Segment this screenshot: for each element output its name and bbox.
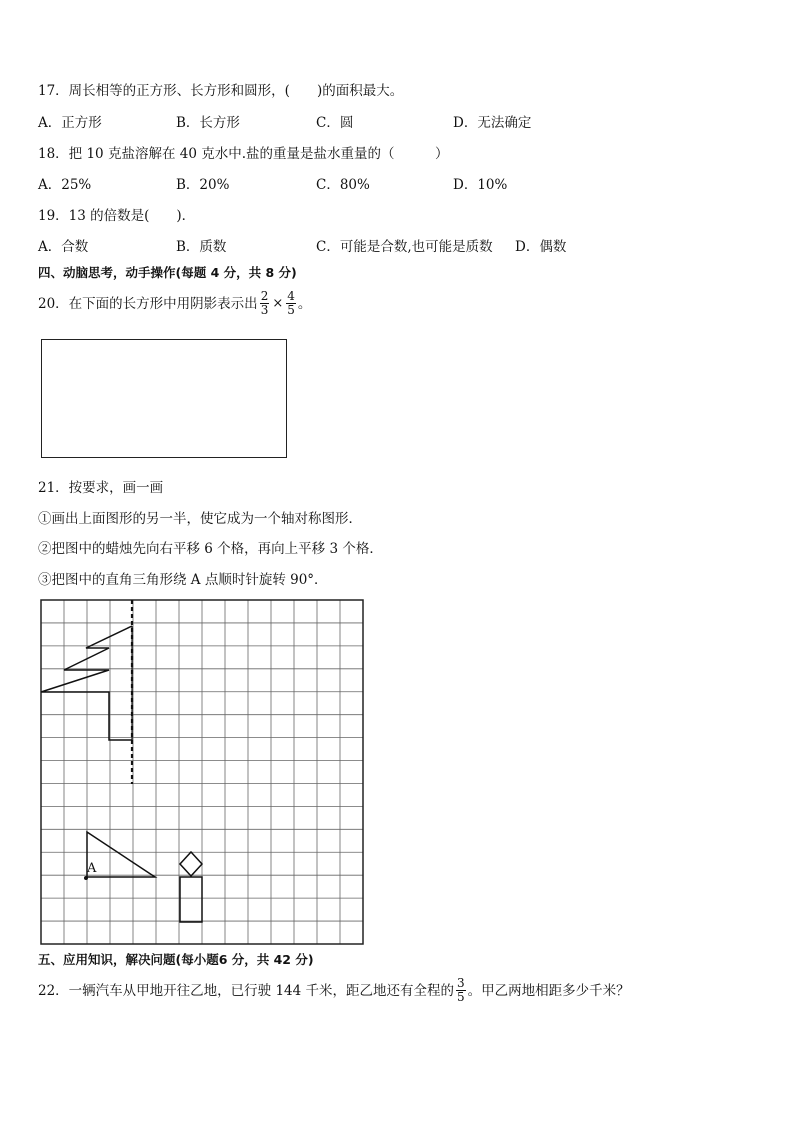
- q19-option-c: C．可能是合数,也可能是质数: [316, 239, 493, 255]
- q20-fraction-1-denominator: 3: [260, 303, 269, 317]
- q22-fraction-denominator: 5: [457, 990, 465, 1004]
- q17-option-a: A．正方形: [38, 115, 102, 131]
- section-5-heading: 五、应用知识，解决问题(每小题6 分，共 42 分): [38, 952, 314, 967]
- q22-stem: [38, 973, 630, 1008]
- q20-fraction-2-numerator: 4: [287, 289, 295, 303]
- q17-option-c: C．圆: [316, 115, 354, 131]
- q22-fraction-numerator: 3: [457, 976, 465, 990]
- candle-flame: [180, 852, 202, 876]
- q19-stem: 19．13 的倍数是( )．: [38, 208, 196, 224]
- point-a-dot: [84, 876, 88, 880]
- q17-stem: 17．周长相等的正方形、长方形和圆形，( )的面积最大。: [38, 83, 404, 99]
- point-a-label: A: [87, 861, 97, 876]
- q21-item-1: ①画出上面图形的另一半，使它成为一个轴对称图形．: [38, 511, 362, 527]
- q19-option-d: D．偶数: [515, 239, 567, 255]
- q17-option-d: D．无法确定: [453, 115, 532, 131]
- q22-suffix: 。甲乙两地相距多少千米？: [467, 982, 630, 999]
- q19-option-b: B．质数: [176, 239, 227, 255]
- q19-option-a: A．合数: [38, 239, 89, 255]
- q22-fraction: [456, 977, 466, 1004]
- q21-item-3: ③把图中的直角三角形绕 A 点顺时针旋转 90°．: [38, 572, 328, 588]
- q20-fraction-2-denominator: 5: [287, 303, 295, 317]
- q21-stem: 21．按要求，画一画: [38, 480, 164, 496]
- q21-item-2: ②把图中的蜡烛先向右平移 6 个格，再向上平移 3 个格．: [38, 541, 383, 557]
- q18-option-b: B．20%: [176, 177, 230, 193]
- right-triangle: [87, 832, 155, 877]
- q18-stem: 18．把 10 克盐溶解在 40 克水中.盐的重量是盐水重量的（ ）: [38, 146, 449, 162]
- candle-body: [180, 877, 202, 922]
- q20-fraction-1-numerator: 2: [260, 289, 269, 303]
- q20-times-sign: ×: [272, 295, 284, 311]
- q18-option-a: A．25%: [38, 177, 92, 193]
- q22-prefix: 22．一辆汽车从甲地开往乙地，已行驶 144 千米，距乙地还有全程的: [38, 982, 455, 999]
- q20-prefix: 20．在下面的长方形中用阴影表示出: [38, 295, 258, 312]
- q18-option-c: C．80%: [316, 177, 370, 193]
- q17-option-b: B．长方形: [176, 115, 240, 131]
- half-tree-figure: [41, 626, 132, 740]
- section-4-heading: 四、动脑思考，动手操作(每题 4 分，共 8 分): [38, 265, 297, 280]
- q20-suffix: 。: [297, 295, 312, 312]
- q18-option-d: D．10%: [453, 177, 508, 193]
